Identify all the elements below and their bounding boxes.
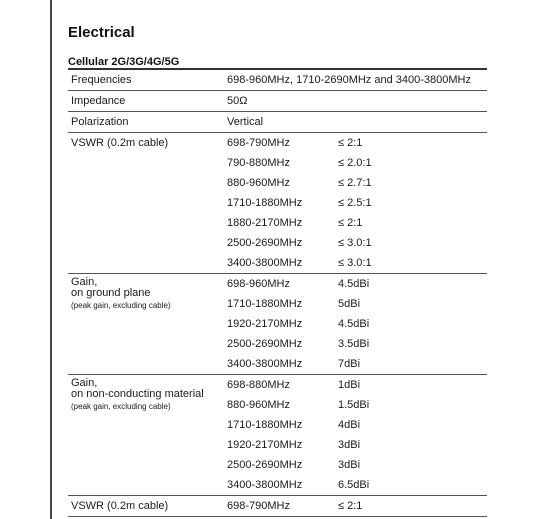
table-row: [227, 496, 487, 516]
freq-range: 698-790MHz: [227, 500, 290, 512]
spec-value: ≤ 3.0:1: [338, 237, 372, 249]
spec-value: ≤ 2:1: [338, 137, 363, 149]
freq-range: 880-960MHz: [227, 177, 290, 189]
spec-value: 3.5dBi: [338, 338, 370, 350]
table-row: [227, 153, 487, 173]
spec-value: 4.5dBi: [338, 318, 370, 330]
param-subname: on ground plane: [71, 287, 151, 299]
freq-range: 698-960MHz: [227, 278, 290, 290]
table-row: [227, 395, 487, 415]
freq-range: 1920-2170MHz: [227, 439, 303, 451]
freq-range: 1710-1880MHz: [227, 197, 303, 209]
param-note: (peak gain, excluding cable): [71, 402, 171, 411]
param-subname: on non-conducting material: [71, 388, 204, 400]
spec-value: ≤ 2:1: [338, 500, 363, 512]
gain-nonconducting-group: [68, 375, 487, 496]
vswr-last-group: [68, 496, 487, 517]
table-row: [227, 133, 487, 153]
table-row: [227, 213, 487, 233]
spec-value: 5dBi: [338, 298, 361, 310]
table-row: [227, 314, 487, 334]
spec-value: ≤ 2.0:1: [338, 157, 372, 169]
table-row: [227, 334, 487, 354]
section-heading: Electrical: [68, 24, 135, 41]
freq-range: 698-880MHz: [227, 379, 290, 391]
spec-value: 6.5dBi: [338, 479, 370, 491]
freq-range: 3400-3800MHz: [227, 257, 303, 269]
freq-range: 1710-1880MHz: [227, 298, 303, 310]
param-value: 50Ω: [227, 95, 248, 107]
table-row: [227, 274, 487, 294]
param-value: Vertical: [227, 116, 264, 128]
table-row: [227, 233, 487, 253]
param-name: Gain,: [71, 276, 98, 288]
freq-range: 1710-1880MHz: [227, 419, 303, 431]
spec-value: ≤ 3.0:1: [338, 257, 372, 269]
table-row: [227, 253, 487, 273]
param-value: 698-960MHz, 1710-2690MHz and 3400-3800MHz: [227, 74, 471, 86]
param-name: Polarization: [71, 116, 129, 128]
freq-range: 2500-2690MHz: [227, 338, 303, 350]
table-row: [68, 91, 487, 112]
freq-range: 1880-2170MHz: [227, 217, 303, 229]
param-name: VSWR (0.2m cable): [71, 500, 169, 512]
table-row: [227, 193, 487, 213]
spec-value: 3dBi: [338, 459, 361, 471]
spec-value: 7dBi: [338, 358, 361, 370]
gain-ground-group: [68, 274, 487, 375]
freq-range: 880-960MHz: [227, 399, 290, 411]
spec-value: ≤ 2:1: [338, 217, 363, 229]
table-row: [227, 354, 487, 374]
param-name: Frequencies: [71, 74, 132, 86]
freq-range: 3400-3800MHz: [227, 358, 303, 370]
freq-range: 790-880MHz: [227, 157, 290, 169]
table-row: [227, 455, 487, 475]
param-name: VSWR (0.2m cable): [71, 137, 169, 149]
table-row: [227, 375, 487, 395]
param-name: Gain,: [71, 377, 98, 389]
vswr-group: [68, 133, 487, 274]
page-margin-line: [50, 0, 52, 519]
param-name: Impedance: [71, 95, 126, 107]
table-row: [227, 435, 487, 455]
spec-value: 1dBi: [338, 379, 361, 391]
freq-range: 2500-2690MHz: [227, 459, 303, 471]
table-caption: Cellular 2G/3G/4G/5G: [68, 56, 180, 68]
freq-range: 1920-2170MHz: [227, 318, 303, 330]
freq-range: 2500-2690MHz: [227, 237, 303, 249]
freq-range: 698-790MHz: [227, 137, 290, 149]
table-row: [227, 173, 487, 193]
param-note: (peak gain, excluding cable): [71, 301, 171, 310]
spec-value: 3dBi: [338, 439, 361, 451]
spec-value: ≤ 2.5:1: [338, 197, 372, 209]
table-row: [227, 294, 487, 314]
spec-value: 1.5dBi: [338, 399, 370, 411]
spec-value: 4.5dBi: [338, 278, 370, 290]
freq-range: 3400-3800MHz: [227, 479, 303, 491]
table-row: [227, 475, 487, 495]
table-row: [68, 112, 487, 133]
table-row: [68, 70, 487, 91]
spec-value: ≤ 2.7:1: [338, 177, 372, 189]
spec-table: [68, 68, 487, 517]
spec-value: 4dBi: [338, 419, 361, 431]
table-row: [227, 415, 487, 435]
